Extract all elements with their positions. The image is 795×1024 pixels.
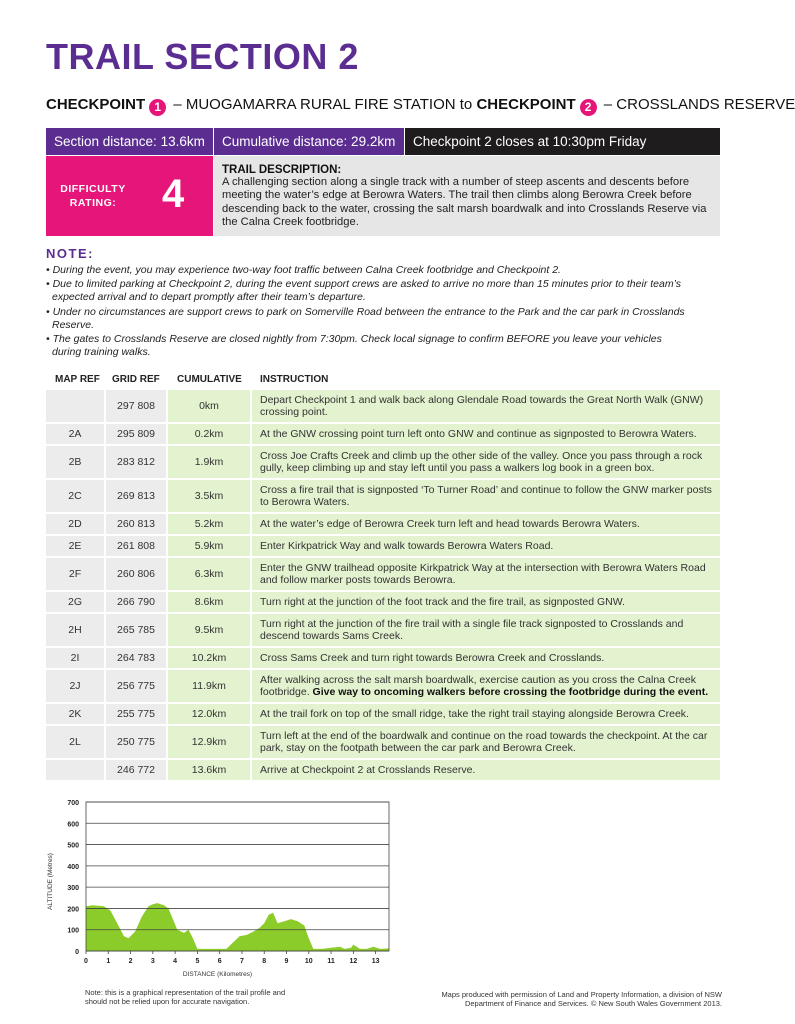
grid-ref-cell bbox=[106, 592, 166, 612]
grid-ref-cell bbox=[106, 480, 166, 512]
map-ref-cell-text: 2I bbox=[70, 652, 80, 664]
cumulative-cell-text: 11.9km bbox=[192, 680, 226, 692]
x-tick-label: 8 bbox=[262, 958, 267, 965]
cumulative-cell bbox=[168, 760, 250, 780]
grid-ref-cell-text: 260 806 bbox=[117, 568, 155, 580]
grid-ref-cell bbox=[106, 726, 166, 758]
grid-ref-cell bbox=[106, 648, 166, 668]
instruction-cell-text: At the trail fork on top of the small ridge, take the right trail staying alongside Berowra Creek. bbox=[260, 707, 689, 720]
instruction-cell-text: At the water’s edge of Berowra Creek turn left and head towards Berowra Waters. bbox=[260, 517, 640, 530]
grid-ref-cell-text: 297 808 bbox=[117, 400, 155, 412]
plot-frame bbox=[86, 802, 389, 951]
checkpoint-1-badge: 1 bbox=[149, 99, 166, 116]
instruction-cell bbox=[252, 670, 720, 702]
instruction-text-wrap bbox=[260, 674, 712, 699]
cumulative-cell-text: 5.9km bbox=[194, 540, 224, 552]
grid-ref-cell-text: 246 772 bbox=[117, 764, 155, 776]
map-ref-cell-text: 2F bbox=[68, 568, 82, 580]
map-ref-cell bbox=[46, 614, 104, 646]
x-tick-label: 7 bbox=[240, 958, 244, 965]
grid-ref-cell bbox=[106, 704, 166, 724]
map-ref-cell bbox=[46, 424, 104, 444]
note-list bbox=[46, 264, 686, 360]
cumulative-cell bbox=[168, 446, 250, 478]
map-ref-cell-text: 2B bbox=[68, 456, 82, 468]
instruction-cell bbox=[252, 424, 720, 444]
header-instruction: INSTRUCTION bbox=[260, 374, 329, 385]
table-row bbox=[46, 760, 720, 780]
difficulty-label: DIFFICULTY RATING: bbox=[60, 183, 126, 209]
grid-ref-cell-text: 265 785 bbox=[117, 624, 155, 636]
instruction-cell bbox=[252, 726, 720, 758]
map-ref-cell bbox=[46, 704, 104, 724]
cumulative-cell-text: 12.9km bbox=[191, 736, 227, 748]
instruction-cell bbox=[252, 446, 720, 478]
grid-ref-cell-text: 256 775 bbox=[117, 680, 155, 692]
checkpoint-start-label: CHECKPOINT bbox=[46, 96, 146, 113]
header-cumulative: CUMULATIVE bbox=[177, 374, 242, 385]
trail-description-heading: TRAIL DESCRIPTION: bbox=[222, 164, 342, 176]
grid-ref-cell-text: 269 813 bbox=[117, 490, 155, 502]
map-ref-cell bbox=[46, 648, 104, 668]
table-row bbox=[46, 614, 720, 646]
map-ref-cell-text: 2J bbox=[69, 680, 81, 692]
table-row bbox=[46, 480, 720, 512]
instruction-cell bbox=[252, 614, 720, 646]
page-title: TRAIL SECTION 2 bbox=[46, 36, 359, 77]
instruction-cell-text: Enter Kirkpatrick Way and walk towards Berowra Waters Road. bbox=[260, 539, 554, 552]
x-axis-label: DISTANCE (Kilometres) bbox=[182, 971, 253, 978]
cumulative-cell-text: 9.5km bbox=[194, 624, 224, 636]
cumulative-cell-text: 8.6km bbox=[194, 596, 224, 608]
map-ref-cell-text: 2E bbox=[68, 540, 82, 552]
x-tick-label: 10 bbox=[304, 958, 313, 965]
cumulative-cell bbox=[168, 558, 250, 590]
table-row bbox=[46, 704, 720, 724]
instruction-cell-text: Depart Checkpoint 1 and walk back along Glendale Road towards the Great North Walk (GNW) crossing point. bbox=[260, 393, 704, 418]
y-tick-label: 700 bbox=[67, 800, 79, 807]
y-tick-label: 400 bbox=[67, 863, 79, 871]
cumulative-cell-text: 0.2km bbox=[194, 428, 224, 440]
x-tick-label: 6 bbox=[217, 958, 222, 965]
section-distance: Section distance: 13.6km bbox=[46, 128, 213, 155]
grid-ref-cell bbox=[106, 558, 166, 590]
x-tick-label: 5 bbox=[195, 958, 200, 965]
x-tick-label: 12 bbox=[349, 958, 358, 965]
x-tick-label: 13 bbox=[371, 958, 380, 965]
x-tick-label: 1 bbox=[106, 958, 111, 965]
map-ref-cell bbox=[46, 558, 104, 590]
y-tick-label: 500 bbox=[67, 842, 79, 850]
instruction-cell-text: Cross Sams Creek and turn right towards Berowra Creek and Crosslands. bbox=[260, 651, 605, 664]
cumulative-distance: Cumulative distance: 29.2km bbox=[214, 128, 404, 155]
difficulty-value: 4 bbox=[162, 172, 185, 216]
elevation-profile-chart bbox=[46, 795, 396, 985]
instruction-table bbox=[46, 390, 720, 782]
grid-ref-cell-text: 250 775 bbox=[117, 736, 155, 748]
map-ref-cell bbox=[46, 592, 104, 612]
instruction-cell-text: At the GNW crossing point turn left onto GNW and continue as signposted to Berowra Waters. bbox=[260, 427, 697, 440]
trail-description-box bbox=[214, 156, 720, 236]
grid-ref-cell bbox=[106, 536, 166, 556]
x-tick-label: 0 bbox=[84, 958, 88, 965]
checkpoint-line bbox=[46, 96, 795, 116]
map-ref-cell-text: 2H bbox=[68, 624, 82, 636]
grid-ref-cell-text: 283 812 bbox=[117, 456, 155, 468]
instruction-cell bbox=[252, 648, 720, 668]
note-item: • Due to limited parking at Checkpoint 2, during the event support crews are asked to arrive no more than 15 minutes prior to their team’s expected arrival and to depart promptly after their team’s departure. bbox=[46, 278, 681, 304]
instruction-cell bbox=[252, 390, 720, 422]
grid-ref-cell bbox=[106, 614, 166, 646]
grid-ref-cell bbox=[106, 424, 166, 444]
instruction-cell bbox=[252, 480, 720, 512]
map-ref-cell bbox=[46, 390, 104, 422]
cumulative-cell bbox=[168, 390, 250, 422]
table-row bbox=[46, 390, 720, 422]
y-tick-label: 300 bbox=[67, 885, 79, 893]
instruction-cell-text: Cross Joe Crafts Creek and climb up the other side of the valley. Once you pass through a rock gully, keep climbing up and stay left until you pass a walkers log book in a green box. bbox=[260, 449, 703, 474]
map-ref-cell-text: 2C bbox=[68, 490, 82, 502]
checkpoint-start-name: – MUOGAMARRA RURAL FIRE STATION to bbox=[173, 96, 473, 113]
elevation-chart-svg bbox=[46, 795, 396, 985]
instruction-cell-text: Enter the GNW trailhead opposite Kirkpatrick Way at the intersection with Berowra Waters Road and follow marker posts towards Berowra. bbox=[260, 561, 706, 586]
difficulty-rating-box bbox=[46, 156, 213, 236]
cumulative-cell bbox=[168, 480, 250, 512]
x-tick-label: 9 bbox=[284, 958, 289, 965]
instruction-cell-text: Turn left at the end of the boardwalk and continue on the road towards the checkpoint. At the car park, stay on the footpath between the car park and Berowra Creek. bbox=[260, 729, 708, 754]
instruction-warning-text: Give way to oncoming walkers before crossing the footbridge during the event. bbox=[312, 686, 709, 698]
table-row bbox=[46, 424, 720, 444]
checkpoint-end-name: – CROSSLANDS RESERVE bbox=[603, 96, 795, 113]
cumulative-cell bbox=[168, 514, 250, 534]
instruction-cell-text: Turn right at the junction of the foot track and the fire trail, as signposted GNW. bbox=[260, 595, 625, 608]
map-ref-cell bbox=[46, 760, 104, 780]
cumulative-cell bbox=[168, 648, 250, 668]
x-tick-label: 11 bbox=[327, 958, 335, 965]
header-grid-ref: GRID REF bbox=[112, 374, 160, 385]
grid-ref-cell-text: 264 783 bbox=[117, 652, 155, 664]
map-ref-cell bbox=[46, 514, 104, 534]
instruction-cell bbox=[252, 536, 720, 556]
cumulative-cell bbox=[168, 614, 250, 646]
grid-ref-cell-text: 260 813 bbox=[117, 518, 155, 530]
x-tick-label: 4 bbox=[173, 958, 178, 965]
x-tick-label: 3 bbox=[150, 958, 155, 965]
table-row bbox=[46, 558, 720, 590]
table-row bbox=[46, 726, 720, 758]
cumulative-cell-text: 6.3km bbox=[194, 568, 224, 580]
y-tick-label: 0 bbox=[75, 949, 79, 956]
cumulative-cell bbox=[168, 670, 250, 702]
instruction-cell bbox=[252, 760, 720, 780]
cumulative-cell-text: 3.5km bbox=[194, 490, 224, 502]
grid-ref-cell bbox=[106, 446, 166, 478]
cumulative-cell-text: 1.9km bbox=[194, 456, 224, 468]
note-item: • The gates to Crosslands Reserve are closed nightly from 7:30pm. Check local signage to confirm BEFORE you leave your vehicles during training walks. bbox=[46, 333, 662, 359]
map-ref-cell bbox=[46, 726, 104, 758]
grid-ref-cell-text: 266 790 bbox=[117, 596, 155, 608]
map-ref-cell bbox=[46, 670, 104, 702]
grid-ref-cell-text: 261 808 bbox=[117, 540, 155, 552]
chart-disclaimer: Note: this is a graphical representation of the trail profile and should not be relied upon for accurate navigation. bbox=[85, 988, 286, 1006]
map-ref-cell-text: 2K bbox=[68, 708, 82, 720]
cumulative-cell bbox=[168, 536, 250, 556]
cumulative-cell bbox=[168, 592, 250, 612]
cumulative-cell-text: 12.0km bbox=[191, 708, 227, 720]
x-tick-label: 2 bbox=[128, 958, 133, 965]
grid-ref-cell bbox=[106, 760, 166, 780]
y-tick-label: 600 bbox=[67, 821, 79, 829]
map-ref-cell-text: 2L bbox=[69, 736, 81, 748]
y-axis-label: ALTITUDE (Metres) bbox=[47, 853, 54, 910]
cumulative-cell-text: 5.2km bbox=[194, 518, 224, 530]
table-row bbox=[46, 514, 720, 534]
map-credit: Maps produced with permission of Land and Property Information, a division of NSW Department of Finance and Services. © New South Wales Government 2013. bbox=[441, 990, 722, 1008]
table-row bbox=[46, 446, 720, 478]
elevation-area bbox=[86, 903, 389, 951]
instruction-cell-text: After walking across the salt marsh boardwalk, exercise caution as you cross the Calna Creek footbridge. bbox=[260, 673, 696, 698]
table-row bbox=[46, 670, 720, 702]
map-ref-cell bbox=[46, 480, 104, 512]
map-ref-cell-text: 2G bbox=[67, 596, 82, 608]
instruction-cell bbox=[252, 514, 720, 534]
cumulative-cell bbox=[168, 726, 250, 758]
header-map-ref: MAP REF bbox=[55, 374, 100, 385]
note-heading: NOTE: bbox=[46, 246, 94, 261]
table-row bbox=[46, 592, 720, 612]
table-row bbox=[46, 648, 720, 668]
cumulative-cell bbox=[168, 704, 250, 724]
instruction-cell bbox=[252, 704, 720, 724]
note-item: • During the event, you may experience two-way foot traffic between Calna Creek footbridge and Checkpoint 2. bbox=[46, 264, 561, 276]
checkpoint-2-badge: 2 bbox=[580, 99, 597, 116]
grid-ref-cell bbox=[106, 514, 166, 534]
instruction-cell bbox=[252, 592, 720, 612]
checkpoint-end-label: CHECKPOINT bbox=[476, 96, 576, 113]
y-tick-label: 100 bbox=[67, 927, 79, 935]
cumulative-cell-text: 13.6km bbox=[191, 764, 227, 776]
map-ref-cell bbox=[46, 446, 104, 478]
checkpoint-closing-time: Checkpoint 2 closes at 10:30pm Friday bbox=[405, 128, 720, 155]
trail-description-text: A challenging section along a single track with a number of steep ascents and descents before meeting the water’s edge at Berowra Waters. The trail then climbs along Berowra Creek before descending back to the water, crossing the salt marsh boardwalk and into Crosslands Reserve via the Calna Creek footbridge. bbox=[222, 176, 707, 229]
cumulative-cell bbox=[168, 424, 250, 444]
map-ref-cell bbox=[46, 536, 104, 556]
instruction-cell-text: Cross a fire trail that is signposted ‘To Turner Road’ and continue to follow the GNW marker posts to Berowra Waters. bbox=[260, 483, 712, 508]
grid-ref-cell bbox=[106, 670, 166, 702]
note-item: • Under no circumstances are support crews to park on Somerville Road between the entrance to the Park and the car park in Crosslands Reserve. bbox=[46, 305, 685, 331]
table-row bbox=[46, 536, 720, 556]
grid-ref-cell-text: 295 809 bbox=[117, 428, 155, 440]
grid-ref-cell bbox=[106, 390, 166, 422]
cumulative-cell-text: 10.2km bbox=[191, 652, 227, 664]
grid-ref-cell-text: 255 775 bbox=[117, 708, 155, 720]
instruction-cell-text: Arrive at Checkpoint 2 at Crosslands Reserve. bbox=[260, 763, 476, 776]
cumulative-cell-text: 0km bbox=[199, 400, 219, 412]
map-ref-cell-text: 2D bbox=[68, 518, 82, 530]
instruction-cell-text: Turn right at the junction of the fire trail with a single file track signposted to Crosslands and descend towards Sams Creek. bbox=[260, 617, 684, 642]
instruction-cell bbox=[252, 558, 720, 590]
map-ref-cell-text: 2A bbox=[68, 428, 82, 440]
y-tick-label: 200 bbox=[67, 906, 79, 914]
